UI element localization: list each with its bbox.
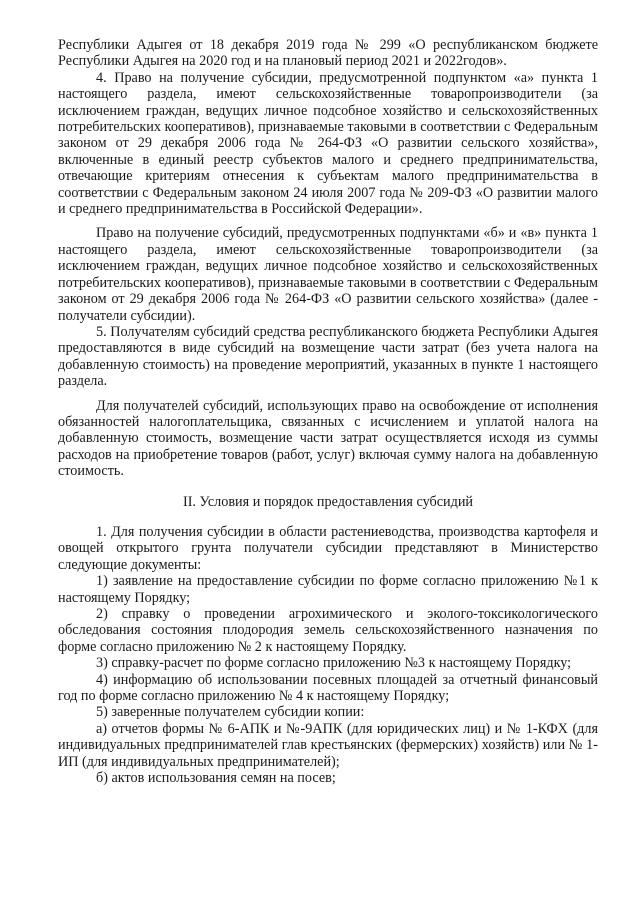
document-body [58,37,598,786]
section-heading: II. Условия и порядок предоставления субсидий [182,493,474,510]
paragraph-documents-intro: 1. Для получения субсидии в области растениеводства, производства картофеля и овощей открытого грунта получатели субсидии представляют в Министерство следующие документы: [58,523,598,573]
paragraph-item-5: 5. Получателям субсидий средства республиканского бюджета Республики Адыгея предоставляются в виде субсидий на возмещение части затрат (без учета налога на добавленную стоимость) на проведение мероприятий, указанных в пункте 1 настоящего раздела. [58,323,598,390]
paragraph-subsidy-right: Право на получение субсидий, предусмотренных подпунктами «б» и «в» пункта 1 настоящего раздела, имеют сельскохозяйственные товаропроизводители (за исключением граждан, ведущих личное подсобное хозяйство и сельскохозяйственных потребительских кооперативов), признаваемые таковыми в соответствии с Федеральным законом от 29 декабря 2006 года № 264-ФЗ «О развитии сельского хозяйства» (далее - получатели субсидии). [58,225,598,324]
list-item-seed-acts: б) актов использования семян на посев; [96,770,336,787]
list-item-application: 1) заявление на предоставление субсидии по форме согласно приложению №1 к настоящему Порядку; [58,573,598,606]
list-item-crop-area-info: 4) информацию об использовании посевных площадей за отчетный финансовый год по форме согласно приложению № 4 к настоящему Порядку; [58,671,598,705]
list-item-agrochemical-report: 2) справку о проведении агрохимического и эколого-токсикологического обследования состояния плодородия земель сельскохозяйственного назначения по форме согласно приложению № 2 к настоящему Порядку. [58,606,598,655]
paragraph-vat-exemption: Для получателей субсидий, использующих право на освобождение от исполнения обязанностей налогоплательщика, связанных с исчислением и уплатой налога на добавленную стоимость, возмещение части затрат осуществляется исходя из суммы расходов на приобретение товаров (работ, услуг) включая сумму налога на добавленную стоимость. [58,397,598,480]
paragraph-item-4: 4. Право на получение субсидии, предусмотренной подпунктом «а» пункта 1 настоящего раздела, имеют сельскохозяйственные товаропроизводители (за исключением граждан, ведущих личное подсобное хозяйство и сельскохозяйственных потребительских кооперативов), признаваемые таковыми в соответствии с Федеральным законом от 29 декабря 2006 года № 264-ФЗ «О развитии сельского хозяйства», включенные в единый реестр субъектов малого и среднего предпринимательства, отвечающие критериям отнесения к субъектам малого предпринимательства в соответствии с Федеральным законом 24 июля 2007 года № 209-ФЗ «О развитии малого и среднего предпринимательства в Российской Федерации». [58,69,598,218]
list-item-reports: а) отчетов формы № 6-АПК и №-9АПК (для юридических лиц) и № 1-КФХ (для индивидуальных предпринимателей глав крестьянских (фермерских) хозяйств) или № 1-ИП (для индивидуальных предпринимателей); [58,720,598,770]
list-item-certified-copies: 5) заверенные получателем субсидии копии: [96,704,365,721]
list-item-calculation: 3) справку-расчет по форме согласно приложению №3 к настоящему Порядку; [96,655,572,672]
paragraph-budget-law: Республики Адыгея от 18 декабря 2019 года № 299 «О республиканском бюджете Республики Адыгея на 2020 год и на плановый период 2021 и 2022годов». [58,37,598,70]
